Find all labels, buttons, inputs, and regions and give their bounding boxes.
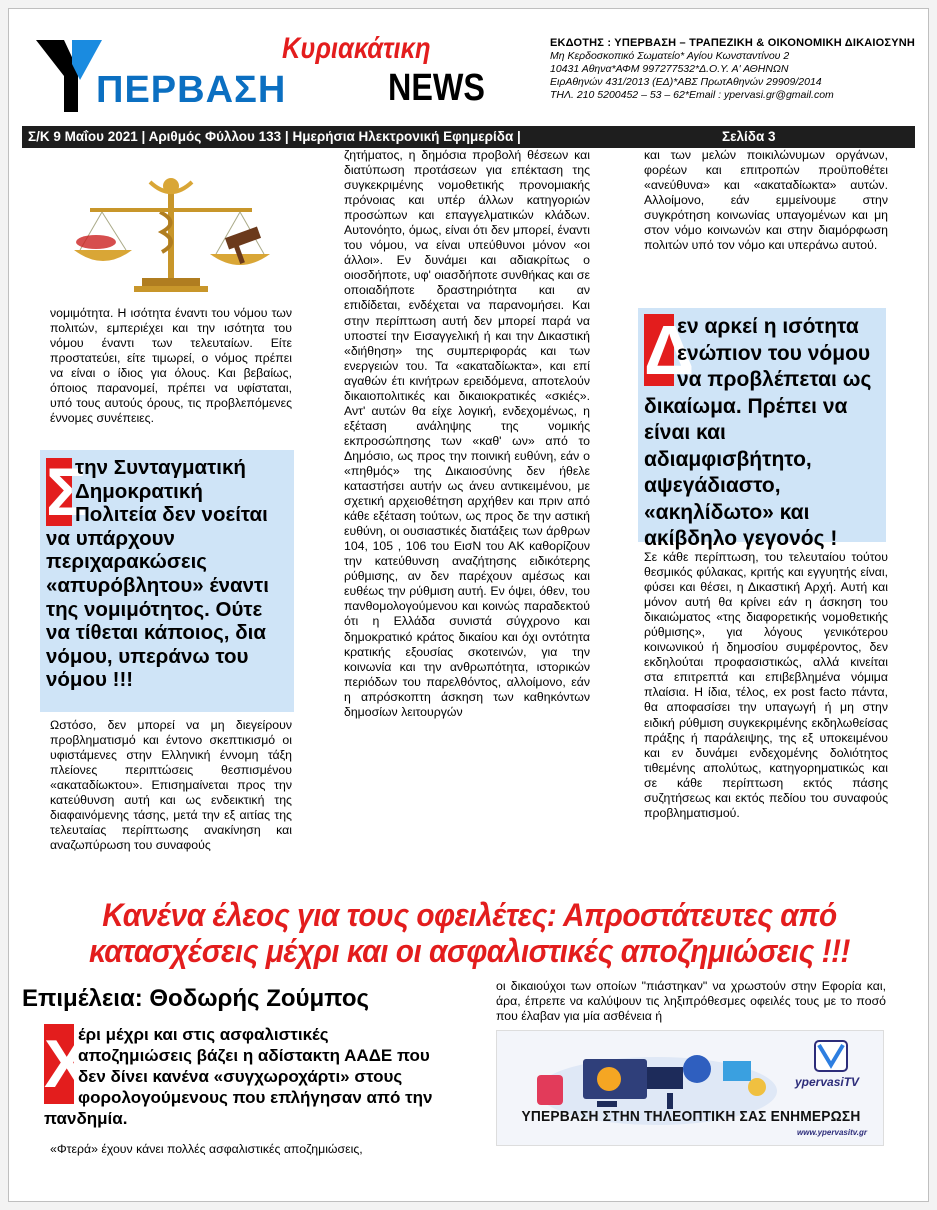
logo-sunday-label: Κυριακάτικη <box>282 32 431 65</box>
pull-quote-1 <box>40 450 294 712</box>
drop-cap: Χ <box>44 1026 90 1102</box>
article-lead <box>44 1024 434 1134</box>
paragraph: Ωστόσο, δεν μπορεί να μη διεγείρουν προβληματισμό και έντονο σκεπτικισμό οι υφιστάμενες στην Ελληνική έννομη τάξη πλείονες περιπτώσεις θεσπισμένου «ακαταδίωκτου». Επισημαίνεται προς την κατεύθυνση αυτή και ως ενδεικτική της διαφαινόμενης τάσης, μετά την εξ αιτίας της τελευταίας περίπτωσης ανακίνηση και αναζωπύρωση του συναφούς <box>50 718 292 853</box>
ypervasitv-ad[interactable] <box>496 1030 884 1146</box>
publisher-line: ΕιρΑθηνών 431/2013 (ΕΔ)*ΑΒΣ ΠρωτΑθηνών 29909/2014 <box>550 76 822 88</box>
byline: Επιμέλεια: Θοδωρής Ζούμπος <box>22 985 370 1012</box>
drop-cap: Δ <box>644 311 695 389</box>
paragraph: νομιμότητα. Η ισότητα έναντι του νόμου των πολιτών, εμπεριέχει και την ισότητα του νόμου έναντι των τελευταίων. Είτε προστατεύει, είτε τιμωρεί, ο νόμος πρέπει να είναι ο ίδιος για όλους. Και βεβαίως, όποιος παρανομεί, πρέπει να υφίσταται, υπό τους αυτούς όρους, τις προβλεπόμενες έννομες συνέπειες. <box>50 306 292 426</box>
column-2-body <box>344 148 590 720</box>
paragraph: «Φτερά» έχουν κάνει πολλές ασφαλιστικές αποζημιώσεις, <box>50 1142 363 1156</box>
pull-quote-text: εν αρκεί η ισότητα ενώπιον του νόμου να προβλέπεται ως δικαίωμα. Πρέπει να είναι και αδιαμφισβήτητο, αψεγάδιαστο, «ακηλίδωτο» και ακίβδηλο γεγονός ! <box>644 315 872 550</box>
brand-name: ypervasiTV <box>795 1075 860 1089</box>
pull-quote-text: την Συνταγματική Δημοκρατική Πολιτεία δεν νοείται να υπάρχουν περιχαρακώσεις «απυρόβλητου» έναντι της νομιμότητος. Ούτε να τίθεται κάποιος, δια νόμου, υπεράνω του νόμου !!! <box>46 456 269 692</box>
page-number: Σελίδα 3 <box>722 129 776 144</box>
publisher-line: Μη Κερδοσκοπικό Σωματείο* Αγίου Κωνσταντίνου 2 <box>550 50 790 62</box>
logo-news: NEWS <box>388 67 485 109</box>
column-1-intro <box>50 306 292 426</box>
paragraph: και των μελών ποικιλώνυμων οργάνων, φορέων και επιτροπών προϋποθέτει «ανεύθυνα» και «ακαταδίωκτα» αυτών. Αλλοίμονο, εάν εμμείνουμε στην συγκρότηση κοινωνίας υπαγομένων και μη στον νόμο κοινωνών και στην διαμόρφωση πολιτών υπό τον νόμο και υπεράνω αυτού. <box>644 148 888 253</box>
publisher-line: ΕΚΔΟΤΗΣ : ΥΠΕΡΒΑΣΗ – ΤΡΑΠΕΖΙΚΗ & ΟΙΚΟΝΟΜΙΚΗ ΔΙΚΑΙΟΣΥΝΗ <box>550 37 916 49</box>
article-headline-line-1: Κανένα έλεος για τους οφειλέτες: Απροστάτευτες από <box>102 897 837 933</box>
ad-slogan: ΥΠΕΡΒΑΣΗ ΣΤΗΝ ΤΗΛΕΟΠΤΙΚΗ ΣΑΣ ΕΝΗΜΕΡΩΣΗ <box>521 1109 861 1125</box>
paragraph: οι δικαιούχοι των οποίων "πιάστηκαν" να χρωστούν στην Εφορία και, άρα, έπρεπε να καλύψουν τις ληξιπρόθεσμες οφειλές τους με το ποσό που έλαβαν για μία ασθένεια ή <box>496 979 886 1024</box>
column-3-body <box>644 550 888 821</box>
article-body-left <box>50 1142 442 1157</box>
pull-quote-2 <box>638 308 886 550</box>
issue-bar <box>22 126 915 148</box>
paragraph: ζητήματος, η δημόσια προβολή θέσεων και διατύπωση προτάσεων για επέκταση της συγκεκριμένης νομοθετικής προνομιακής πρόνοιας και υπέρ άλλων κατηγοριών προσώπων και επαγγελματικών κλάδων. Αυτονόητο, όμως, είναι ότι δεν μπορεί, έναντι του νόμου, να είναι υπεύθυνοι μόνον «οι άλλοι». Εν δυνάμει και αδιακρίτως ο οιοσδήποτε, υφ' οιασδήποτε συνθήκας και σε οποιαδήποτε δραστηριότητα και αν επιδίδεται, ενδέχεται να παρανομήσει. Και στην περίπτωση αυτή δεν μπορεί παρά να υποστεί την Εισαγγελική ή και την Δικαστική «διήθηση» της συμπεριφοράς και των ενεργειών του. Τα «ακαταδίωκτα», και επί αγαθών έτι κινήτρων ερειδόμενα, αποτελούν δικαιοπολιτικές και δικαιοκρατικές «σκιές». Αντ' αυτών θα είχε λογική, ενδεχομένως, η εξέταση ανάληψης της νομικής εκπροσώπησης των «καθ' ων» από το Δημόσιο, ως προς την ποινική ευθύνη, εάν ο «πηθμός» της Δικαιοσύνης δεν ήθελε καταστήσει αυτήν ως άνευ αντικειμένου, με σχετική αρχειοθέτηση αρχήθεν και πριν από κάθε εξέταση τούτων, ως προς δε την αστική ευθύνη, οι ουσιαστικές διατάξεις των άρθρων 104, 105 , 106 του ΕισΝ του ΑΚ καθορίζουν την κατεύθυνση αναζήτησης ειδικότερης ρύθμισης, αν δεν παρέχουν αμέσως και ευθέως την ρύθμιση αυτή. Εν όψει, όθεν, του πανθομολογούμενου και κοινώς παραδεκτού ότι η Ελλάδα συνιστά σύγχρονο και δημοκρατικό κράτος δικαίου και όχι οντότητα κρατικής εξουσίας σκοτεινών, για την κοινωνία και την ανθρωπότητα, ιστορικών περιόδων του παρελθόντος, αλλοίμονο, εάν η απρόσκοπτη άσκηση των καθηκόντων δημοσίων λειτουργών <box>344 148 590 719</box>
column-1-body <box>50 718 292 853</box>
publisher-info <box>550 37 925 102</box>
issue-info: Σ/Κ 9 Μαΐου 2021 | Αριθμός Φύλλου 133 | Ημερήσια Ηλεκτρονική Εφημερίδα | <box>28 129 521 144</box>
column-3-intro <box>644 148 888 253</box>
paragraph: Σε κάθε περίπτωση, του τελευταίου τούτου θεσμικός φύλακας, κριτής και εγγυητής είναι, φύσει και θέσει, η Δικαστική Αρχή. Αυτή και μόνον αυτή θα κρίνει εάν η άσκηση του δικαιώματος «της διαφορετικής νομοθετικής ρύθμισης», για λόγους γενικότερου κοινωνικού ή δημοσίου συμφέροντος, δεν εκδηλούται προφασιστικώς, αλλά κινείται στα επιτρεπτά και επιβεβλημένα νόμιμα πλαίσια. Η ίδια, τέλος, ex post facto πάντα, θα αποφασίσει την υπαγωγή ή μη στην ειδική ρύθμιση συγκεκριμένης εκδηλωθείσας πράξης ή παράλειψης, της εξ υποκειμένου και εν δυνάμει ενδεχομένης δολιότητος τιθεμένης απολύτως, κατηγορηματικώς και σε κάθε περίπτωση εκτός πάσης συζητήσεως και εκτός πεδίου του συναφούς προβληματισμού. <box>644 550 888 820</box>
ad-url[interactable]: www.ypervasitv.gr <box>797 1128 867 1137</box>
justice-scales-image <box>50 172 292 298</box>
publisher-line: ΤΗΛ. 210 5200452 – 53 – 62*Email : ypervasi.gr@gmail.com <box>550 89 834 101</box>
article-headline-line-2: κατασχέσεις μέχρι και οι ασφαλιστικές αποζημιώσεις !!! <box>88 933 850 969</box>
lead-text: έρι μέχρι και στις ασφαλιστικές αποζημιώσεις βάζει η αδίστακτη ΑΑΔΕ που δεν δίνει κανένα «συγχωροχάρτι» στους φορολογούμενους που επλήγησαν από την πανδημία. <box>44 1025 433 1128</box>
article-body-right <box>496 979 886 1024</box>
drop-cap: Σ <box>46 454 87 530</box>
publisher-line: 10431 Αθηνα*ΑΦΜ 997277532*Δ.Ο.Υ. Α' ΑΘΗΝΩΝ <box>550 63 789 75</box>
logo-text: ΠΕΡΒΑΣΗ <box>96 69 287 111</box>
